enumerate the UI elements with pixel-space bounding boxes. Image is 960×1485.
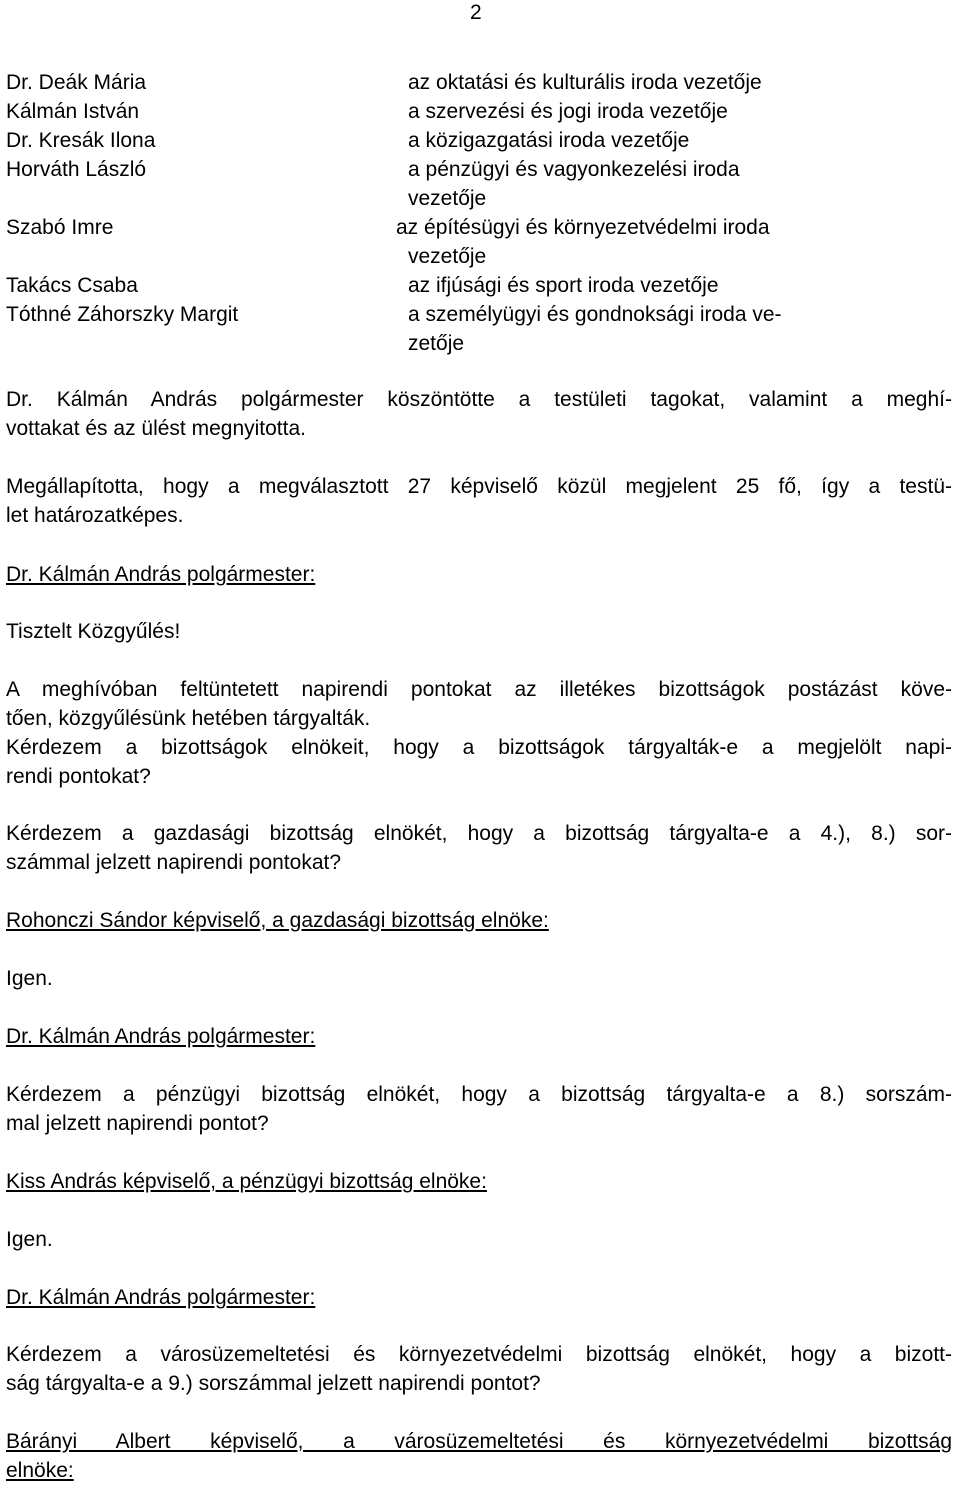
economic-question <box>6 819 952 877</box>
text-line: Megállapította, hogy a megválasztott 27 képviselő közül megjelent 25 fő, így a testü- <box>6 475 952 498</box>
staff-row <box>6 300 946 358</box>
speaker-heading: Dr. Kálmán András polgármester: <box>6 563 316 586</box>
text-line: Dr. Kálmán András polgármester köszöntötte a testületi tagokat, valamint a meghí- <box>6 388 952 411</box>
staff-row <box>6 126 946 155</box>
text-line: Kérdezem a bizottságok elnökeit, hogy a bizottságok tárgyalták-e a megjelölt napi- <box>6 736 952 759</box>
staff-role <box>386 213 946 271</box>
speaker-heading: Dr. Kálmán András polgármester: <box>6 1286 316 1309</box>
answer-text: Igen. <box>6 967 53 990</box>
staff-role-line: az oktatási és kulturális iroda vezetője <box>408 71 762 94</box>
staff-name: Kálmán István <box>6 100 140 123</box>
text-line: elnöke: <box>6 1459 74 1482</box>
answer-text: Igen. <box>6 1228 53 1251</box>
staff-role <box>386 126 946 155</box>
staff-role <box>386 68 946 97</box>
text-line: számmal jelzett napirendi pontokat? <box>6 851 342 874</box>
quorum-paragraph <box>6 472 952 530</box>
staff-role-line: a személyügyi és gondnoksági iroda ve- <box>408 303 782 326</box>
staff-name: Dr. Deák Mária <box>6 71 147 94</box>
staff-name: Szabó Imre <box>6 216 114 239</box>
text-line: let határozatképes. <box>6 504 184 527</box>
staff-role <box>386 155 946 213</box>
staff-role-line: az ifjúsági és sport iroda vezetője <box>408 274 719 297</box>
text-line: Kérdezem a pénzügyi bizottság elnökét, hogy a bizottság tárgyalta-e a 8.) sorszám- <box>6 1083 952 1106</box>
text-line: rendi pontokat? <box>6 765 151 788</box>
staff-role-line: a pénzügyi és vagyonkezelési iroda <box>408 158 740 181</box>
staff-name: Horváth László <box>6 158 147 181</box>
speaker-heading: Dr. Kálmán András polgármester: <box>6 1025 316 1048</box>
text-line: A meghívóban feltüntetett napirendi pontokat az illetékes bizottságok postázást köve- <box>6 678 952 701</box>
staff-name: Takács Csaba <box>6 274 138 297</box>
staff-row <box>6 213 946 271</box>
finance-question <box>6 1080 952 1138</box>
speaker-heading <box>6 1427 952 1485</box>
staff-list <box>6 68 946 358</box>
staff-row <box>6 68 946 97</box>
agenda-paragraph <box>6 675 952 791</box>
staff-role <box>386 97 946 126</box>
staff-role-line: a közigazgatási iroda vezetője <box>408 129 690 152</box>
staff-role-line: vezetője <box>408 245 487 268</box>
operations-question <box>6 1340 952 1398</box>
staff-role-line: az építésügyi és környezetvédelmi iroda <box>396 216 770 239</box>
staff-row <box>6 155 946 213</box>
staff-name: Dr. Kresák Ilona <box>6 129 156 152</box>
greeting: Tisztelt Közgyűlés! <box>6 620 181 643</box>
opening-paragraph <box>6 385 952 443</box>
staff-role <box>386 300 946 358</box>
text-line: vottakat és az ülést megnyitotta. <box>6 417 306 440</box>
staff-row <box>6 271 946 300</box>
page-number: 2 <box>470 1 482 24</box>
text-line: tően, közgyűlésünk hetében tárgyalták. <box>6 707 371 730</box>
text-line: Bárányi Albert képviselő, a városüzemeltetési és környezetvédelmi bizottság <box>6 1430 952 1453</box>
text-line: Kérdezem a gazdasági bizottság elnökét, hogy a bizottság tárgyalta-e a 4.), 8.) sor- <box>6 822 952 845</box>
staff-name: Tóthné Záhorszky Margit <box>6 303 239 326</box>
speaker-heading: Rohonczi Sándor képviselő, a gazdasági bizottság elnöke: <box>6 909 549 932</box>
text-line: Kérdezem a városüzemeltetési és környezetvédelmi bizottság elnökét, hogy a bizott- <box>6 1343 952 1366</box>
staff-row <box>6 97 946 126</box>
staff-role-line: vezetője <box>408 187 487 210</box>
text-line: ság tárgyalta-e a 9.) sorszámmal jelzett napirendi pontot? <box>6 1372 541 1395</box>
staff-role <box>386 271 946 300</box>
staff-role-line: zetője <box>408 332 465 355</box>
speaker-heading: Kiss András képviselő, a pénzügyi bizottság elnöke: <box>6 1170 487 1193</box>
text-line: mal jelzett napirendi pontot? <box>6 1112 269 1135</box>
staff-role-line: a szervezési és jogi iroda vezetője <box>408 100 728 123</box>
